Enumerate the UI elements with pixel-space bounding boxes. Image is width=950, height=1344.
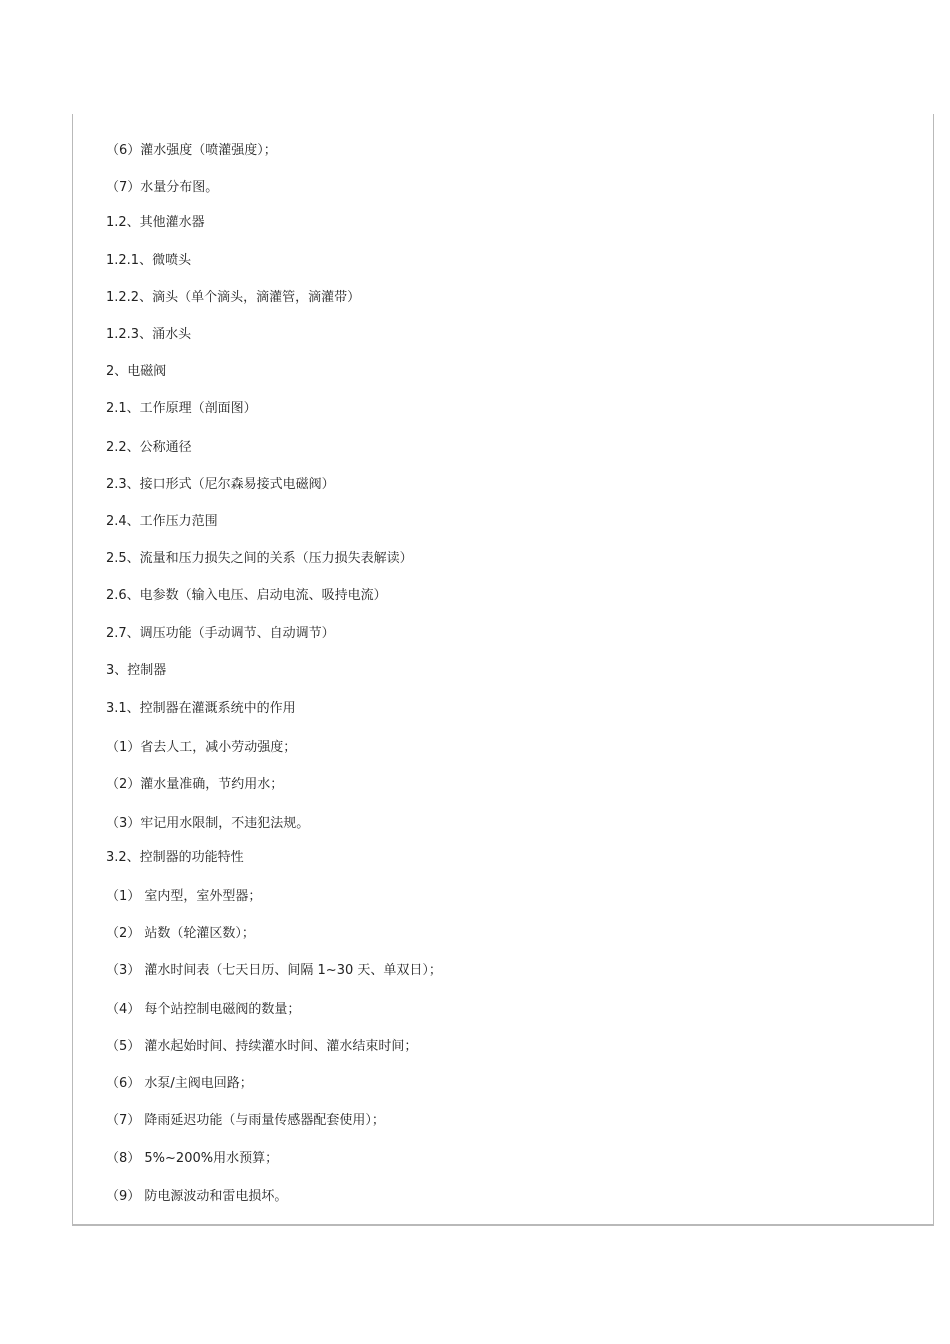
text-line: （7） 降雨延迟功能（与雨量传感器配套使用）； [106,1113,385,1128]
text-line: （1） 室内型，室外型器； [106,889,262,904]
text-line: （2） 站数（轮灌区数）； [106,926,255,941]
section-heading: 1.2、其他灌水器 [106,215,205,230]
subsection-heading: 2.3、接口形式（尼尔森易接式电磁阀） [106,477,335,492]
section-heading: 3、控制器 [106,663,167,678]
text-line: （7）水量分布图。 [106,180,219,195]
document-frame [72,114,934,1226]
text-line: （1）省去人工，减小劳动强度； [106,740,297,755]
subsection-heading: 2.4、工作压力范围 [106,514,218,529]
section-heading: 2、电磁阀 [106,364,167,379]
text-line: （9） 防电源波动和雷电损坏。 [106,1189,288,1204]
subsection-heading: 2.7、调压功能（手动调节、自动调节） [106,626,335,641]
subsection-heading: 3.2、控制器的功能特性 [106,850,244,865]
subsection-heading: 1.2.3、涌水头 [106,327,192,342]
text-line: （3） 灌水时间表（七天日历、间隔 1~30 天、单双日）； [106,963,442,978]
text-line: （8） 5%~200%用水预算； [106,1151,279,1166]
text-line: （4） 每个站控制电磁阀的数量； [106,1002,301,1017]
subsection-heading: 2.2、公称通径 [106,440,192,455]
subsection-heading: 1.2.1、微喷头 [106,253,192,268]
text-line: （3）牢记用水限制，不违犯法规。 [106,816,310,831]
subsection-heading: 3.1、控制器在灌溉系统中的作用 [106,701,296,716]
subsection-heading: 2.1、工作原理（剖面图） [106,401,257,416]
text-line: （2）灌水量准确，节约用水； [106,777,284,792]
text-line: （6）灌水强度（喷灌强度）； [106,143,277,158]
text-line: （5） 灌水起始时间、持续灌水时间、灌水结束时间； [106,1039,418,1054]
text-line: （6） 水泵/主阀电回路； [106,1076,253,1091]
subsection-heading: 2.5、流量和压力损失之间的关系（压力损失表解读） [106,551,413,566]
subsection-heading: 1.2.2、滴头（单个滴头，滴灌管，滴灌带） [106,290,361,305]
subsection-heading: 2.6、电参数（输入电压、启动电流、吸持电流） [106,588,387,603]
